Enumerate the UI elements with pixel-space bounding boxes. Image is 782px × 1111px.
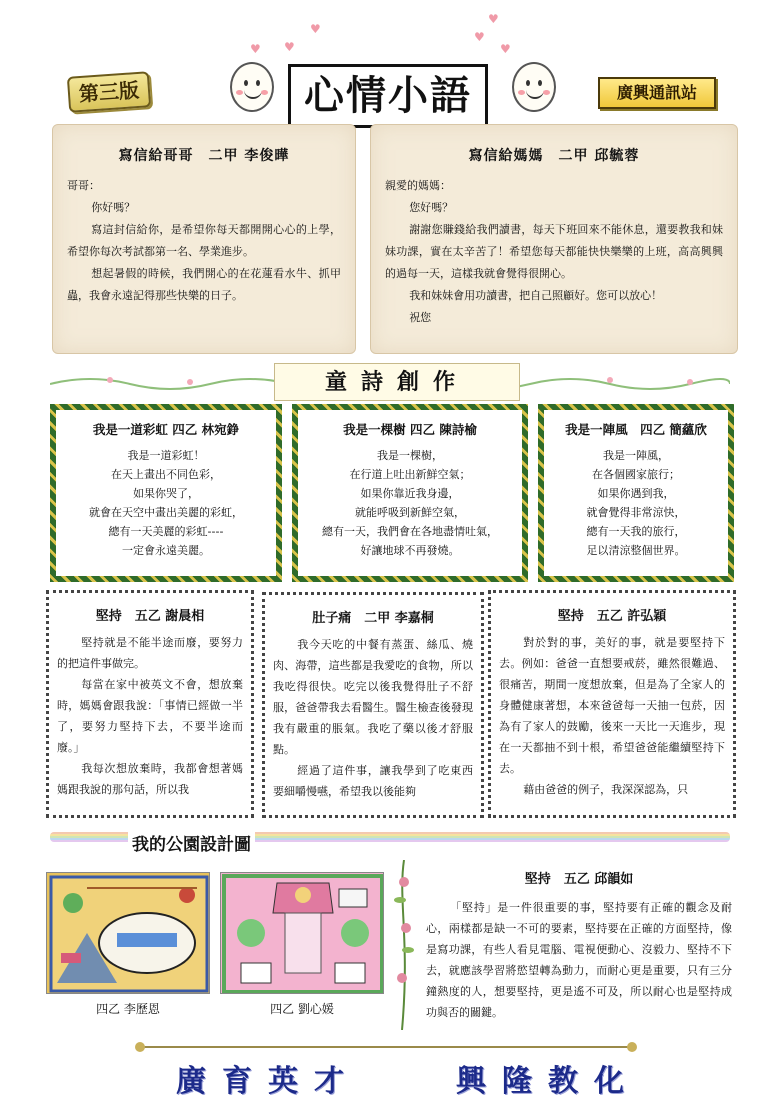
letter-closing: 祝您 xyxy=(409,311,432,324)
poem-line: 總有一天美麗的彩虹---- xyxy=(108,525,224,538)
letter-paragraph: 寫這封信給你，是希望你每天都開開心心的上學，希望你每次考試都第一名、學業進步。 xyxy=(67,223,341,258)
heart-icon: ♥ xyxy=(250,42,261,56)
poem-line: 足以清涼整個世界。 xyxy=(586,544,686,557)
letter-paragraph: 謝謝您賺錢給我們讀書，每天下班回來不能休息，還要教我和妹妹功課，實在太辛苦了！希望您每天都能快快樂樂的上班，高高興興的過每一天，這樣我就會覺得很開心。 xyxy=(385,223,723,280)
letter-greeting: 親愛的媽媽： xyxy=(385,179,451,192)
heart-icon: ♥ xyxy=(474,30,485,44)
poem-card xyxy=(292,404,528,582)
smiley-left-icon xyxy=(230,62,274,112)
poem-line: 我是一道彩虹！ xyxy=(127,449,205,462)
edition-badge: 第三版 xyxy=(67,71,151,113)
essay-paragraph: 我今天吃的中餐有蒸蛋、絲瓜、燒肉、海帶，這些都是我愛吃的食物，所以我吃得很快。吃完以後我覺得肚子不舒服，爸爸帶我去看醫生。醫生檢查後發現我有嚴重的脹氣。我吃了藥以後才舒服點。 xyxy=(273,638,473,756)
poem-title: 我是一道彩虹 四乙 林宛錚 xyxy=(92,422,240,437)
poem-line: 在天上畫出不同色彩， xyxy=(111,468,221,481)
essay-paragraph: 對於對的事，美好的事，就是要堅持下去。例如：爸爸一直想要戒菸，雖然很難過、很痛苦，期間一度想放棄，但是為了全家人的身體健康著想，本來爸爸每一天抽一包菸，因為有了家人的鼓勵，後來一天比一天進步，現在一天都抽不到十根，希望爸爸能繼續堅持下去。 xyxy=(499,636,725,775)
letter-title: 寫信給媽媽 二甲 邱毓蓉 xyxy=(468,148,640,164)
essay-paragraph: 每當在家中被英文不會，想放棄時，媽媽會跟我說：「事情已經做一半了，要努力堅持下去，不要半途而廢。」 xyxy=(57,678,243,754)
park-drawing-1 xyxy=(46,872,210,994)
poem-card xyxy=(50,404,282,582)
poem-line: 如果你遇到我， xyxy=(597,487,675,500)
poem-line: 總有一天我的旅行， xyxy=(586,525,686,538)
final-essay xyxy=(426,868,732,1034)
essay-card xyxy=(488,590,736,818)
heart-icon: ♥ xyxy=(284,40,295,54)
essay-title: 堅持 五乙 謝晨相 xyxy=(95,609,205,624)
park-section-title: 我的公園設計圖 xyxy=(128,830,255,855)
essay-paragraph: 藉由爸爸的例子，我深深認為，只 xyxy=(523,783,689,796)
letter-to-mother xyxy=(370,124,738,354)
letter-paragraph: 想起暑假的時候，我們開心的在花蓮看水牛、抓甲蟲，我會永遠記得那些快樂的日子。 xyxy=(67,267,341,302)
motto-left: 廣育英才 xyxy=(176,1064,360,1099)
drawing-caption: 四乙 劉心媛 xyxy=(270,1002,334,1016)
section-title: 童詩創作 xyxy=(274,363,520,401)
essay-card xyxy=(46,590,254,818)
letter-paragraph: 你好嗎？ xyxy=(91,201,136,214)
poem-line: 一定會永遠美麗。 xyxy=(122,544,210,557)
poem-line: 我是一陣風， xyxy=(603,449,669,462)
poem-line: 就能呼吸到新鮮空氣， xyxy=(355,506,465,519)
essay-paragraph: 我每次想放棄時，我都會想著媽媽跟我說的那句話，所以我 xyxy=(57,762,243,796)
heart-icon: ♥ xyxy=(310,22,321,36)
poem-title: 我是一棵樹 四乙 陳詩榆 xyxy=(343,422,477,437)
poem-line: 就會覺得非常涼快， xyxy=(586,506,686,519)
letter-paragraph: 您好嗎？ xyxy=(409,201,454,214)
poem-line: 好讓地球不再發燒。 xyxy=(360,544,460,557)
motto-right: 興隆教化 xyxy=(456,1064,640,1099)
smiley-right-icon xyxy=(512,62,556,112)
letter-paragraph: 我和妹妹會用功讀書，把自己照顧好。您可以放心！ xyxy=(409,289,663,302)
poem-line: 在行道上吐出新鮮空氣； xyxy=(349,468,471,481)
heart-icon: ♥ xyxy=(488,12,499,26)
essay-title: 肚子痛 二甲 李嘉桐 xyxy=(312,611,434,626)
essay-paragraph: 「堅持」是一件很重要的事，堅持要有正確的觀念及耐心，兩樣都是缺一不可的要素，堅持要在正確的方面堅持，像是寫功課，有些人看見電腦、電視便動心、沒毅力、堅持不下去，就應該學習將慾望轉為動力，而耐心更是重要，只有三分鐘熱度的人，想要堅持，更是遙不可及，所以耐心也是堅持成功與否的關鍵。 xyxy=(426,901,732,1019)
poem-line: 在各個國家旅行； xyxy=(592,468,680,481)
poem-title: 我是一陣風 四乙 簡蘊欣 xyxy=(565,422,707,437)
letter-greeting: 哥哥： xyxy=(67,179,100,192)
page-title: 心情小語 xyxy=(288,64,488,128)
station-badge: 廣興通訊站 xyxy=(598,77,716,109)
ornament-divider xyxy=(120,1040,652,1054)
essay-card xyxy=(262,592,484,818)
poem-line: 就會在天空中畫出美麗的彩虹， xyxy=(89,506,243,519)
letter-to-brother xyxy=(52,124,356,354)
poem-line: 如果你哭了， xyxy=(133,487,199,500)
rose-vine-icon xyxy=(388,860,420,1030)
essay-paragraph: 堅持就是不能半途而廢，要努力的把這件事做完。 xyxy=(57,636,243,670)
poem-line: 如果你靠近我身邊， xyxy=(360,487,460,500)
essay-title: 堅持 五乙 邱韻如 xyxy=(524,872,634,887)
poem-line: 我是一棵樹， xyxy=(377,449,443,462)
park-drawing-2 xyxy=(220,872,384,994)
drawing-caption: 四乙 李歷恩 xyxy=(96,1002,160,1016)
essay-paragraph: 經過了這件事，讓我學到了吃東西要細嚼慢嚥，希望我以後能夠 xyxy=(273,764,473,798)
heart-icon: ♥ xyxy=(500,42,511,56)
poem-line: 總有一天，我們會在各地盡情吐氣， xyxy=(322,525,498,538)
essay-title: 堅持 五乙 許弘穎 xyxy=(557,609,667,624)
letter-title: 寫信給哥哥 二甲 李俊曄 xyxy=(118,148,290,164)
poem-card xyxy=(538,404,734,582)
